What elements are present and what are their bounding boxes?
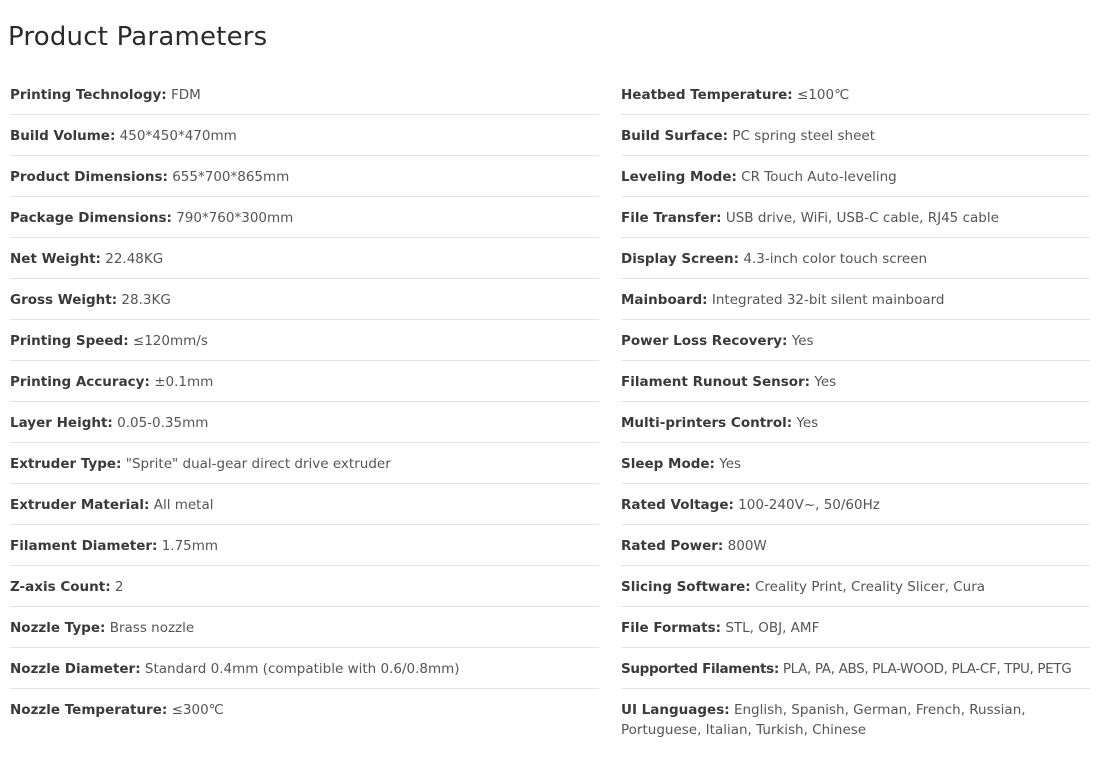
param-label: Product Dimensions: bbox=[10, 169, 168, 185]
param-row bbox=[10, 525, 599, 566]
param-row bbox=[621, 566, 1090, 607]
param-value: FDM bbox=[170, 87, 201, 103]
param-label: Extruder Type: bbox=[10, 456, 122, 472]
param-label: Sleep Mode: bbox=[621, 456, 715, 472]
param-label: Layer Height: bbox=[10, 415, 113, 431]
param-value: All metal bbox=[153, 497, 214, 513]
param-label: Build Volume: bbox=[10, 128, 116, 144]
param-row bbox=[621, 115, 1090, 156]
param-label: Filament Diameter: bbox=[10, 538, 158, 554]
param-label: Printing Speed: bbox=[10, 333, 129, 349]
param-label: Package Dimensions: bbox=[10, 210, 172, 226]
param-row bbox=[10, 648, 599, 689]
param-value: 450*450*470mm bbox=[119, 128, 237, 144]
param-value: Yes bbox=[719, 456, 742, 472]
param-row bbox=[621, 238, 1090, 279]
param-row bbox=[10, 443, 599, 484]
param-value: 1.75mm bbox=[161, 538, 219, 554]
param-label: Nozzle Type: bbox=[10, 620, 106, 636]
param-row bbox=[621, 74, 1090, 115]
param-value: Yes bbox=[791, 333, 814, 349]
param-label: Printing Accuracy: bbox=[10, 374, 150, 390]
param-row bbox=[10, 607, 599, 648]
param-label: Multi-printers Control: bbox=[621, 415, 793, 431]
param-value: ≤120mm/s bbox=[132, 333, 208, 349]
param-row bbox=[10, 197, 599, 238]
param-row bbox=[621, 484, 1090, 525]
param-value: Yes bbox=[796, 415, 819, 431]
param-row bbox=[10, 156, 599, 197]
param-label: Supported Filaments: bbox=[621, 661, 779, 677]
param-value: USB drive, WiFi, USB-C cable, RJ45 cable bbox=[725, 210, 999, 226]
param-label: Display Screen: bbox=[621, 251, 740, 267]
param-value: Creality Print, Creality Slicer, Cura bbox=[755, 579, 986, 595]
param-label: Net Weight: bbox=[10, 251, 101, 267]
param-row bbox=[621, 197, 1090, 238]
param-row bbox=[621, 402, 1090, 443]
param-value: ≤300℃ bbox=[171, 702, 224, 718]
param-row bbox=[10, 320, 599, 361]
param-label: Rated Power: bbox=[621, 538, 724, 554]
param-value: PLA, PA, ABS, PLA-WOOD, PLA-CF, TPU, PETG bbox=[782, 661, 1072, 677]
param-row bbox=[10, 238, 599, 279]
param-row bbox=[10, 74, 599, 115]
param-value: Integrated 32-bit silent mainboard bbox=[711, 292, 945, 308]
param-row bbox=[10, 402, 599, 443]
param-row bbox=[10, 361, 599, 402]
param-value: 100-240V~, 50/60Hz bbox=[738, 497, 880, 513]
param-value: Brass nozzle bbox=[109, 620, 195, 636]
param-value: 0.05-0.35mm bbox=[117, 415, 209, 431]
param-row bbox=[10, 484, 599, 525]
param-label: Gross Weight: bbox=[10, 292, 118, 308]
param-value: Standard 0.4mm (compatible with 0.6/0.8mm) bbox=[144, 661, 460, 677]
param-label: Rated Voltage: bbox=[621, 497, 734, 513]
param-label: Filament Runout Sensor: bbox=[621, 374, 811, 390]
param-value: PC spring steel sheet bbox=[732, 128, 876, 144]
param-value: 4.3-inch color touch screen bbox=[743, 251, 928, 267]
param-value: 22.48KG bbox=[105, 251, 164, 267]
param-row bbox=[621, 361, 1090, 402]
param-label: Slicing Software: bbox=[621, 579, 751, 595]
param-label: Extruder Material: bbox=[10, 497, 150, 513]
param-label: Z-axis Count: bbox=[10, 579, 111, 595]
parameters-left-column bbox=[10, 74, 599, 730]
param-value: CR Touch Auto-leveling bbox=[741, 169, 897, 185]
param-value: 800W bbox=[727, 538, 767, 554]
param-value: STL, OBJ, AMF bbox=[725, 620, 820, 636]
param-row bbox=[621, 689, 1090, 751]
param-value: 2 bbox=[114, 579, 124, 595]
param-value: ≤100℃ bbox=[797, 87, 850, 103]
param-row bbox=[10, 279, 599, 320]
param-row bbox=[621, 443, 1090, 484]
param-value: 790*760*300mm bbox=[176, 210, 294, 226]
param-row bbox=[621, 156, 1090, 197]
param-label: Nozzle Diameter: bbox=[10, 661, 141, 677]
param-label: File Formats: bbox=[621, 620, 722, 636]
param-row bbox=[10, 115, 599, 156]
parameters-right-column bbox=[621, 74, 1090, 751]
param-value: 28.3KG bbox=[121, 292, 171, 308]
param-row bbox=[621, 525, 1090, 566]
param-value: ±0.1mm bbox=[154, 374, 214, 390]
param-label: Mainboard: bbox=[621, 292, 708, 308]
param-label: UI Languages: bbox=[621, 702, 730, 718]
param-label: Power Loss Recovery: bbox=[621, 333, 788, 349]
param-label: Build Surface: bbox=[621, 128, 729, 144]
param-label: Printing Technology: bbox=[10, 87, 167, 103]
param-value: 655*700*865mm bbox=[172, 169, 290, 185]
param-label: Leveling Mode: bbox=[621, 169, 737, 185]
param-row bbox=[10, 689, 599, 730]
param-label: File Transfer: bbox=[621, 210, 722, 226]
param-row bbox=[621, 279, 1090, 320]
param-label: Nozzle Temperature: bbox=[10, 702, 168, 718]
param-row bbox=[621, 607, 1090, 648]
param-value: Yes bbox=[814, 374, 837, 390]
param-row bbox=[621, 320, 1090, 361]
page-title: Product Parameters bbox=[8, 22, 268, 52]
param-label: Heatbed Temperature: bbox=[621, 87, 793, 103]
param-value: "Sprite" dual-gear direct drive extruder bbox=[125, 456, 391, 472]
param-row bbox=[10, 566, 599, 607]
param-value: English, Spanish, German, French, Russian, Portuguese, Italian, Turkish, Chinese bbox=[621, 702, 1026, 738]
param-row bbox=[621, 648, 1090, 689]
